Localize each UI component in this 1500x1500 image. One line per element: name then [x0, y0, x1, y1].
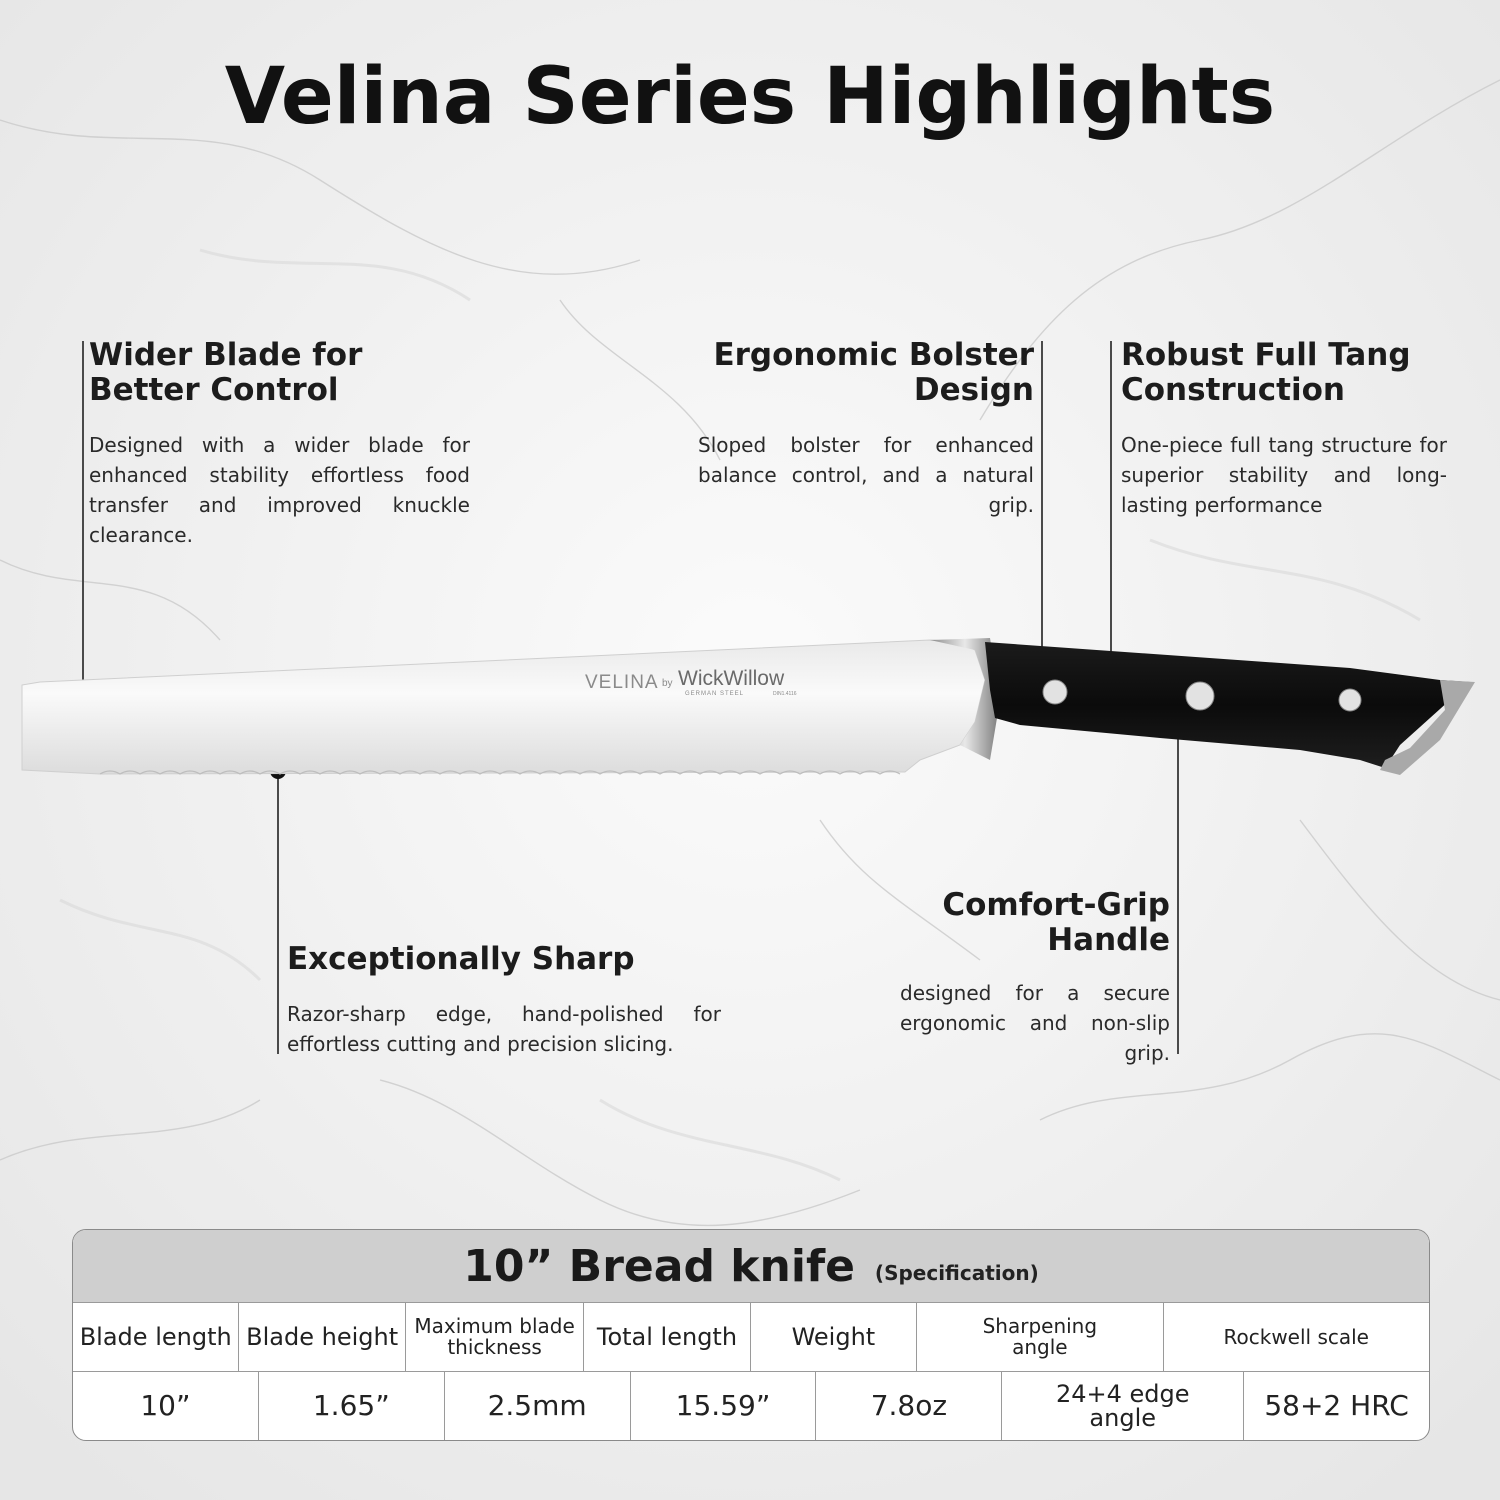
feature-heading: Ergonomic Bolster Design [713, 337, 1034, 408]
feature-heading: Wider Blade for Better Control [89, 337, 363, 408]
feature-description: One-piece full tang structure for superior stability and long-lasting performance [1121, 433, 1447, 517]
blade-maker-text: WickWillow [678, 667, 785, 690]
spec-value-weight: 7.8oz [815, 1372, 1001, 1440]
rivet [1339, 689, 1361, 711]
feature-description: Designed with a wider blade for enhanced stability effortless food transfer and improved knuckle clearance. [89, 433, 470, 547]
spec-label-sharpening-angle: Sharpening angle [916, 1303, 1162, 1371]
spec-value-blade-length: 10” [140, 1389, 191, 1422]
specification-table [72, 1229, 1430, 1441]
blade-brand-text: VELINA [585, 672, 659, 693]
rivet [1186, 682, 1214, 710]
feature-bolster [698, 338, 1034, 520]
spec-label-blade-height: Blade height [238, 1303, 404, 1371]
handle-shape [985, 642, 1470, 768]
blade-steel-text: GERMAN STEEL [685, 691, 745, 697]
feature-handle [900, 888, 1170, 1068]
spec-value-blade-height: 1.65” [258, 1372, 444, 1440]
spec-value-sharpening-angle: 24+4 edge angle [1001, 1372, 1243, 1440]
feature-heading: Robust Full Tang Construction [1121, 337, 1411, 408]
spec-value-row [73, 1371, 1429, 1440]
blade-by-text: by [662, 678, 673, 689]
spec-label-weight: Weight [750, 1303, 916, 1371]
callout-line-sharp [277, 772, 279, 1054]
spec-value-blade-thickness: 2.5mm [444, 1372, 630, 1440]
feature-heading: Exceptionally Sharp [287, 941, 635, 977]
feature-description: designed for a secure ergonomic and non-slip grip. [900, 981, 1170, 1065]
feature-wider-blade [89, 338, 470, 550]
spec-label-row [73, 1302, 1429, 1371]
blade-shape [22, 640, 985, 774]
spec-label-blade-thickness: Maximum blade thickness [405, 1303, 583, 1371]
feature-full-tang [1121, 338, 1447, 520]
spec-label-total-length: Total length [583, 1303, 749, 1371]
feature-heading: Comfort-Grip Handle [942, 887, 1170, 958]
rivet [1043, 680, 1067, 704]
spec-value-rockwell-scale: 58+2 HRC [1243, 1372, 1429, 1440]
product-name: 10” Bread knife [463, 1240, 855, 1292]
spec-label-rockwell-scale: Rockwell scale [1163, 1303, 1429, 1371]
spec-label-blade-length: Blade length [79, 1323, 232, 1351]
bread-knife-image [0, 620, 1500, 810]
blade-grade-text: DIN1.4116 [773, 691, 797, 697]
specification-header [73, 1230, 1429, 1302]
page-title: Velina Series Highlights [224, 52, 1276, 142]
feature-description: Sloped bolster for enhanced balance control, and a natural grip. [698, 433, 1034, 517]
specification-label: (Specification) [874, 1261, 1039, 1285]
feature-description: Razor-sharp edge, hand-polished for effortless cutting and precision slicing. [287, 1002, 721, 1056]
feature-sharp [287, 942, 721, 1059]
spec-value-total-length: 15.59” [630, 1372, 816, 1440]
